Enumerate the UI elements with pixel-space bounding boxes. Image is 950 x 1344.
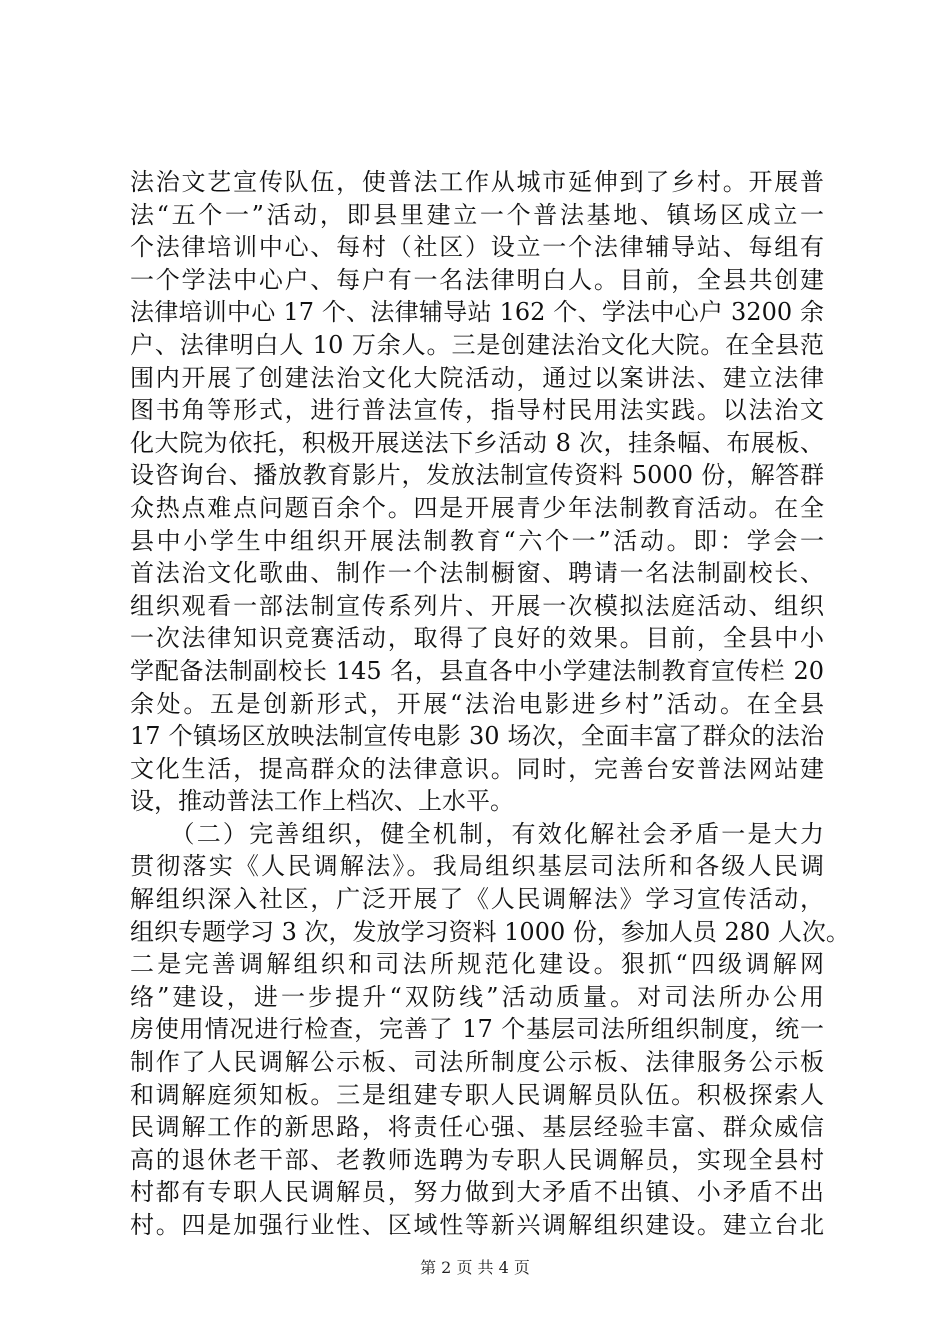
text-line: 组织观看一部法制宣传系列片、开展一次模拟法庭活动、组织 bbox=[130, 591, 824, 620]
text-line: 络”建设，进一步提升“双防线”活动质量。对司法所办公用 bbox=[130, 982, 824, 1011]
text-line: 众热点难点问题百余个。四是开展青少年法制教育活动。在全 bbox=[130, 493, 824, 522]
text-line: 村都有专职人民调解员，努力做到大矛盾不出镇、小矛盾不出 bbox=[130, 1178, 824, 1207]
text-line: 户、法律明白人 10 万余人。三是创建法治文化大院。在全县范 bbox=[130, 330, 824, 359]
text-line: 二是完善调解组织和司法所规范化建设。狠抓“四级调解网 bbox=[130, 950, 824, 979]
text-line: 一个学法中心户、每户有一名法律明白人。目前，全县共创建 bbox=[130, 265, 824, 294]
text-line: 贯彻落实《人民调解法》。我局组织基层司法所和各级人民调 bbox=[130, 852, 824, 881]
text-line: 法律培训中心 17 个、法律辅导站 162 个、学法中心户 3200 余 bbox=[130, 298, 824, 327]
text-line: 房使用情况进行检查，完善了 17 个基层司法所组织制度，统一 bbox=[130, 1015, 824, 1044]
text-line: 设咨询台、播放教育影片，发放法制宣传资料 5000 份，解答群 bbox=[130, 461, 824, 490]
text-line: 文化生活，提高群众的法律意识。同时，完善台安普法网站建 bbox=[130, 754, 824, 783]
text-line: 图书角等形式，进行普法宣传，指导村民用法实践。以法治文 bbox=[130, 396, 824, 425]
text-line: 17 个镇场区放映法制宣传电影 30 场次，全面丰富了群众的法治 bbox=[130, 722, 824, 751]
text-line: 村。四是加强行业性、区域性等新兴调解组织建设。建立台北 bbox=[130, 1211, 824, 1239]
text-line: 和调解庭须知板。三是组建专职人民调解员队伍。积极探索人 bbox=[130, 1080, 824, 1109]
text-line: 法治文艺宣传队伍，使普法工作从城市延伸到了乡村。开展普 bbox=[130, 168, 824, 196]
text-line: 民调解工作的新思路，将责任心强、基层经验丰富、群众威信 bbox=[130, 1113, 824, 1142]
text-line: 组织专题学习 3 次，发放学习资料 1000 份，参加人员 280 人次。 bbox=[130, 917, 850, 946]
text-line: 余处。五是创新形式，开展“法治电影进乡村”活动。在全县 bbox=[130, 689, 824, 718]
text-line: 制作了人民调解公示板、司法所制度公示板、法律服务公示板 bbox=[130, 1048, 824, 1077]
page-number-footer: 第 2 页 共 4 页 bbox=[420, 1258, 530, 1277]
text-line: 法“五个一”活动，即县里建立一个普法基地、镇场区成立一 bbox=[130, 200, 824, 229]
text-line: 高的退休老干部、老教师选聘为专职人民调解员，实现全县村 bbox=[130, 1145, 824, 1174]
text-line: 解组织深入社区，广泛开展了《人民调解法》学习宣传活动， bbox=[130, 885, 824, 914]
paragraph-end-line: 设，推动普法工作上档次、上水平。 bbox=[130, 787, 514, 816]
text-line: 个法律培训中心、每村（社区）设立一个法律辅导站、每组有 bbox=[130, 233, 824, 262]
text-line: 围内开展了创建法治文化大院活动，通过以案讲法、建立法律 bbox=[130, 363, 824, 392]
body-text bbox=[130, 166, 850, 1242]
text-line: 首法治文化歌曲、制作一个法制橱窗、聘请一名法制副校长、 bbox=[130, 559, 824, 588]
text-line: 化大院为依托，积极开展送法下乡活动 8 次，挂条幅、布展板、 bbox=[130, 428, 824, 457]
text-line: 一次法律知识竞赛活动，取得了良好的效果。目前，全县中小 bbox=[130, 624, 824, 653]
section-heading-line: （二）完善组织，健全机制，有效化解社会矛盾一是大力 bbox=[130, 819, 824, 848]
text-line: 县中小学生中组织开展法制教育“六个一”活动。即：学会一 bbox=[130, 526, 824, 555]
text-line: 学配备法制副校长 145 名，县直各中小学建法制教育宣传栏 20 bbox=[130, 656, 824, 685]
